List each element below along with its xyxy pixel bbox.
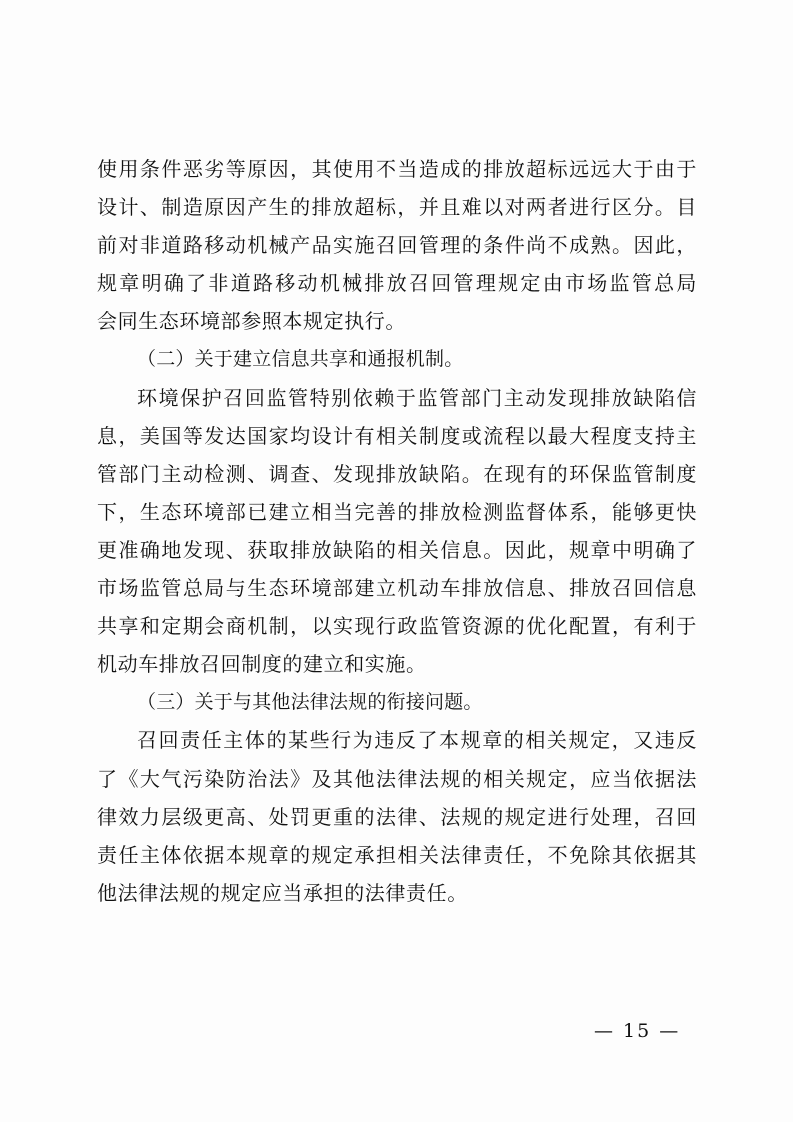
text-line: 市场监管总局与生态环境部建立机动车排放信息、排放召回信息 [97, 576, 697, 601]
text-line: 环境保护召回监管特别依赖于监管部门主动发现排放缺陷信 [137, 385, 697, 410]
text-line: 息，美国等发达国家均设计有相关制度或流程以最大程度支持主 [97, 423, 697, 448]
text-line: 他法律法规的规定应当承担的法律责任。 [97, 880, 468, 905]
page-number: — 15 — [594, 1020, 681, 1042]
text-line: 使用条件恶劣等原因，其使用不当造成的排放超标远远大于由于 [97, 157, 697, 181]
text-line: 更准确地发现、获取排放缺陷的相关信息。因此，规章中明确了 [97, 537, 697, 562]
text-line: 律效力层级更高、处罚更重的法律、法规的规定进行处理，召回 [97, 804, 697, 829]
text-line: 了《大气污染防治法》及其他法律法规的相关规定，应当依据法 [97, 766, 697, 791]
text-line: 责任主体依据本规章的规定承担相关法律责任，不免除其依据其 [97, 842, 697, 867]
body-text [97, 150, 697, 912]
text-line: 召回责任主体的某些行为违反了本规章的相关规定，又违反 [137, 728, 697, 753]
text-line: 机动车排放召回制度的建立和实施。 [97, 652, 427, 677]
section-heading: （二）关于建立信息共享和通报机制。 [137, 348, 464, 371]
text-line: 设计、制造原因产生的排放超标，并且难以对两者进行区分。目 [97, 195, 697, 220]
text-line: 共享和定期会商机制，以实现行政监管资源的优化配置，有利于 [97, 614, 697, 639]
section-heading: （三）关于与其他法律法规的衔接问题。 [137, 691, 483, 714]
text-line: 会同生态环境部参照本规定执行。 [97, 309, 406, 334]
text-line: 前对非道路移动机械产品实施召回管理的条件尚不成熟。因此， [97, 233, 697, 258]
text-line: 管部门主动检测、调查、发现排放缺陷。在现有的环保监管制度 [97, 461, 697, 486]
text-line: 下，生态环境部已建立相当完善的排放检测监督体系，能够更快 [97, 499, 697, 524]
text-line: 规章明确了非道路移动机械排放召回管理规定由市场监管总局 [97, 271, 697, 296]
